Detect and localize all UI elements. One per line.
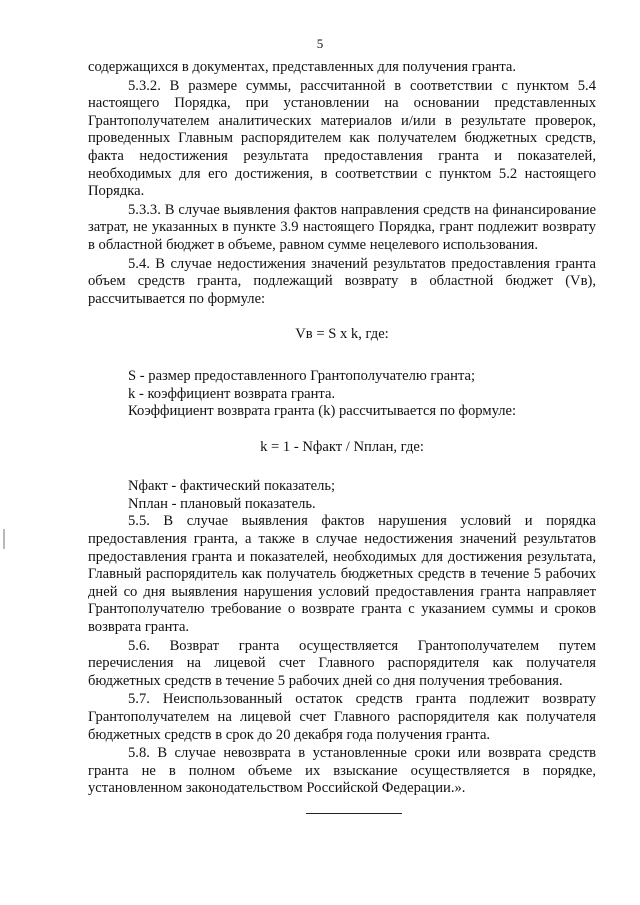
- end-rule: [306, 813, 402, 814]
- definition-nfact: Nфакт - фактический показатель;: [128, 478, 336, 495]
- paragraph-5-3-3: 5.3.3. В случае выявления фактов направления средств на финансирование затрат, не указанных в пункте 3.9 настоящего Порядка, грант подлежит возврату в областной бюджет в объеме, равном сумме нецелевого использования.: [88, 201, 596, 253]
- margin-mark: [3, 529, 5, 549]
- paragraph-continuation: содержащихся в документах, представленных для получения гранта.: [88, 59, 517, 75]
- document-body: [88, 59, 596, 798]
- definition-k: k - коэффициент возврата гранта.: [128, 385, 336, 402]
- paragraph-5-3-2: 5.3.2. В размере суммы, рассчитанной в соответствии с пунктом 5.4 настоящего Порядка, при установлении на основании представленных Грантополучателем аналитических материалов и/или в результате проверок, проведенных Главным распорядителем как получателем бюджетных средств, факта недостижения результата предоставления гранта и показателей, необходимых для его достижения, в соответствии с пунктом 5.2 настоящего Порядка.: [88, 77, 596, 200]
- formula-coefficient: k = 1 - Nфакт / Nплан, где:: [260, 438, 424, 455]
- definition-nplan: Nплан - плановый показатель.: [128, 495, 316, 512]
- paragraph-5-5: 5.5. В случае выявления фактов нарушения условий и порядка предоставления гранта, а также в случае недостижения значений результатов предоставления гранта и показателей, необходимых для достижения результата, Главный распорядитель как получатель бюджетных средств в течение 5 рабочих дней со дня выявления нарушения условий предоставления гранта направляет Грантополучателю требование о возврате гранта с указанием суммы и сроков возврата гранта.: [88, 513, 596, 636]
- paragraph-5-4: 5.4. В случае недостижения значений результатов предоставления гранта объем средств гранта, подлежащий возврату в областной бюджет (Vв), рассчитывается по формуле:: [88, 255, 596, 307]
- definition-s: S - размер предоставленного Грантополучателю гранта;: [128, 367, 476, 384]
- paragraph-5-6: 5.6. Возврат гранта осуществляется Грантополучателем путем перечисления на лицевой счет Главного распорядителя как получателя бюджетных средств в течение 5 рабочих дней со дня получения требования.: [88, 637, 596, 689]
- paragraph-coefficient: Коэффициент возврата гранта (k) рассчитывается по формуле:: [128, 403, 517, 420]
- paragraph-5-8: 5.8. В случае невозврата в установленные сроки или возврата средств гранта не в полном объеме их взыскание осуществляется в порядке, установленном законодательством Российской Федерации.».: [88, 745, 596, 797]
- paragraph-5-7: 5.7. Неиспользованный остаток средств гранта подлежит возврату Грантополучателем на лицевой счет Главного распорядителя как получателя бюджетных средств в срок до 20 декабря года получения гранта.: [88, 691, 596, 743]
- formula-return-volume: Vв = S x k, где:: [295, 326, 389, 343]
- page-number: 5: [316, 36, 324, 51]
